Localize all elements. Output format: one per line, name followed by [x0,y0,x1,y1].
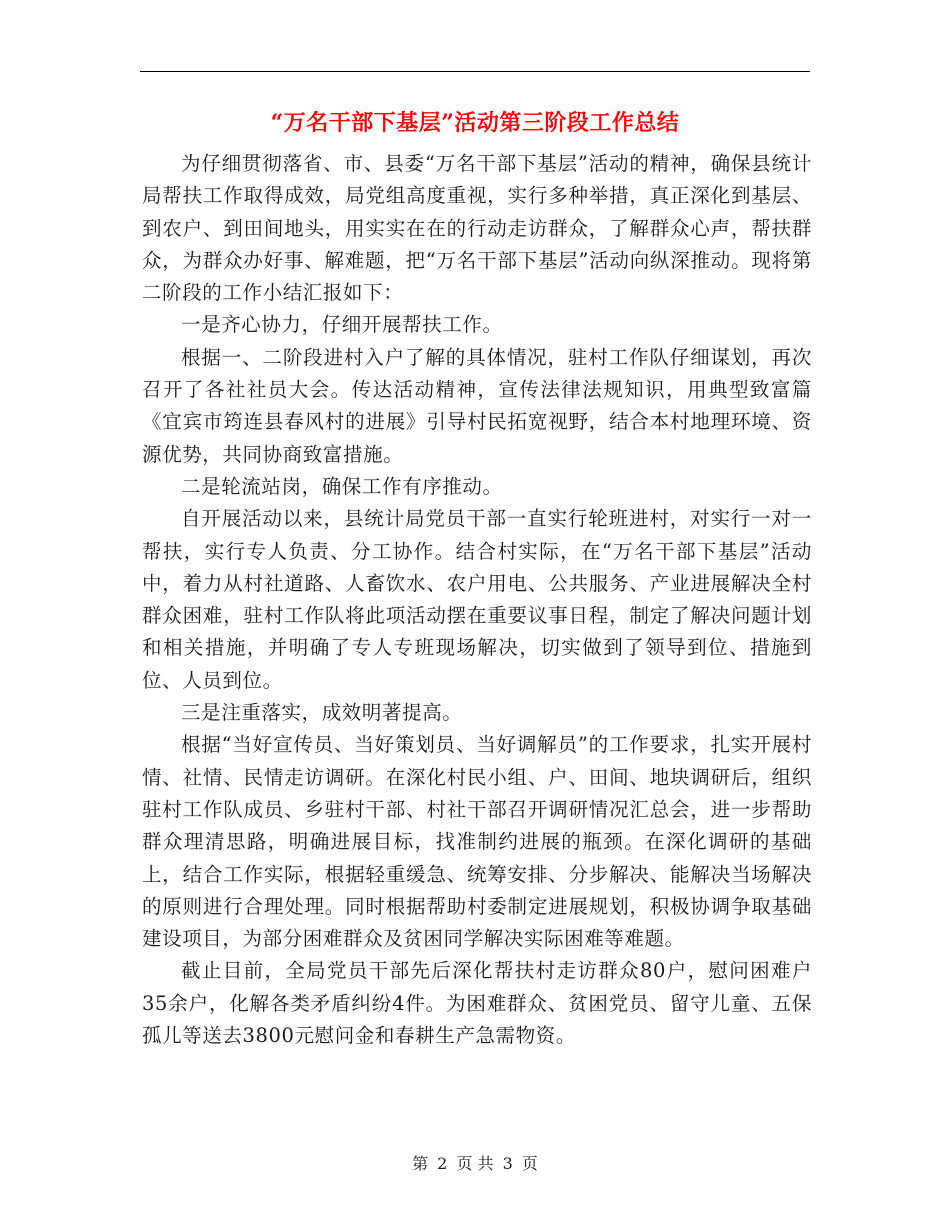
paragraph-heading-1: 一是齐心协力，仔细开展帮扶工作。 [181,313,503,337]
document-title: “万名干部下基层”活动第三阶段工作总结 [270,110,680,136]
paragraph-intro: 为仔细贯彻落省、市、县委“万名干部下基层”活动的精神，确保县统计局帮扶工作取得成效，局党组高度重视，实行多种举措，真正深化到基层、到农户、到田间地头，用实实在在的行动走访群众，了解群众心声，帮扶群众，为群众办好事、解难题，把“万名干部下基层”活动向纵深推动。现将第二阶段的工作小结汇报如下： [142,152,812,305]
paragraph-heading-3: 三是注重落实，成效明著提高。 [181,701,463,725]
paragraph-section-1: 根据一、二阶段进村入户了解的具体情况，驻村工作队仔细谋划，再次召开了各社社员大会。传达活动精神，宣传法律法规知识，用典型致富篇《宜宾市筠连县春风村的进展》引导村民拓宽视野，结合本村地理环境、资源优势，共同协商致富措施。 [142,345,812,466]
paragraph-section-2: 自开展活动以来，县统计局党员干部一直实行轮班进村，对实行一对一帮扶，实行专人负责、分工协作。结合村实际，在“万名干部下基层”活动中，着力从村社道路、人畜饮水、农户用电、公共服务、产业进展解决全村群众困难，驻村工作队将此项活动摆在重要议事日程，制定了解决问题计划和相关措施，并明确了专人专班现场解决，切实做到了领导到位、措施到位、人员到位。 [142,507,812,692]
footer-total-pages: 3 [502,1154,513,1173]
page-footer [0,1152,950,1176]
footer-prefix: 第 [412,1154,429,1173]
document-body [142,148,812,1052]
paragraph-heading-2: 二是轮流站岗，确保工作有序推动。 [181,474,503,498]
header-rule [140,71,810,72]
footer-suffix: 页 [521,1154,538,1173]
footer-middle: 页 共 [456,1154,494,1173]
footer-page-number: 2 [437,1154,448,1173]
paragraph-section-3: 根据“当好宣传员、当好策划员、当好调解员”的工作要求，扎实开展村情、社情、民情走访调研。在深化村民小组、户、田间、地块调研后，组织驻村工作队成员、乡驻村干部、村社干部召开调研情况汇总会，进一步帮助群众理清思路，明确进展目标，找准制约进展的瓶颈。在深化调研的基础上，结合工作实际，根据轻重缓急、统筹安排、分步解决、能解决当场解决的原则进行合理处理。同时根据帮助村委制定进展规划，积极协调争取基础建设项目，为部分困难群众及贫困同学解决实际困难等难题。 [142,733,812,951]
paragraph-summary: 截止目前，全局党员干部先后深化帮扶村走访群众80户，慰问困难户35余户，化解各类矛盾纠纷4件。为困难群众、贫困党员、留守儿童、五保孤儿等送去3800元慰问金和春耕生产急需物资。 [142,959,812,1048]
